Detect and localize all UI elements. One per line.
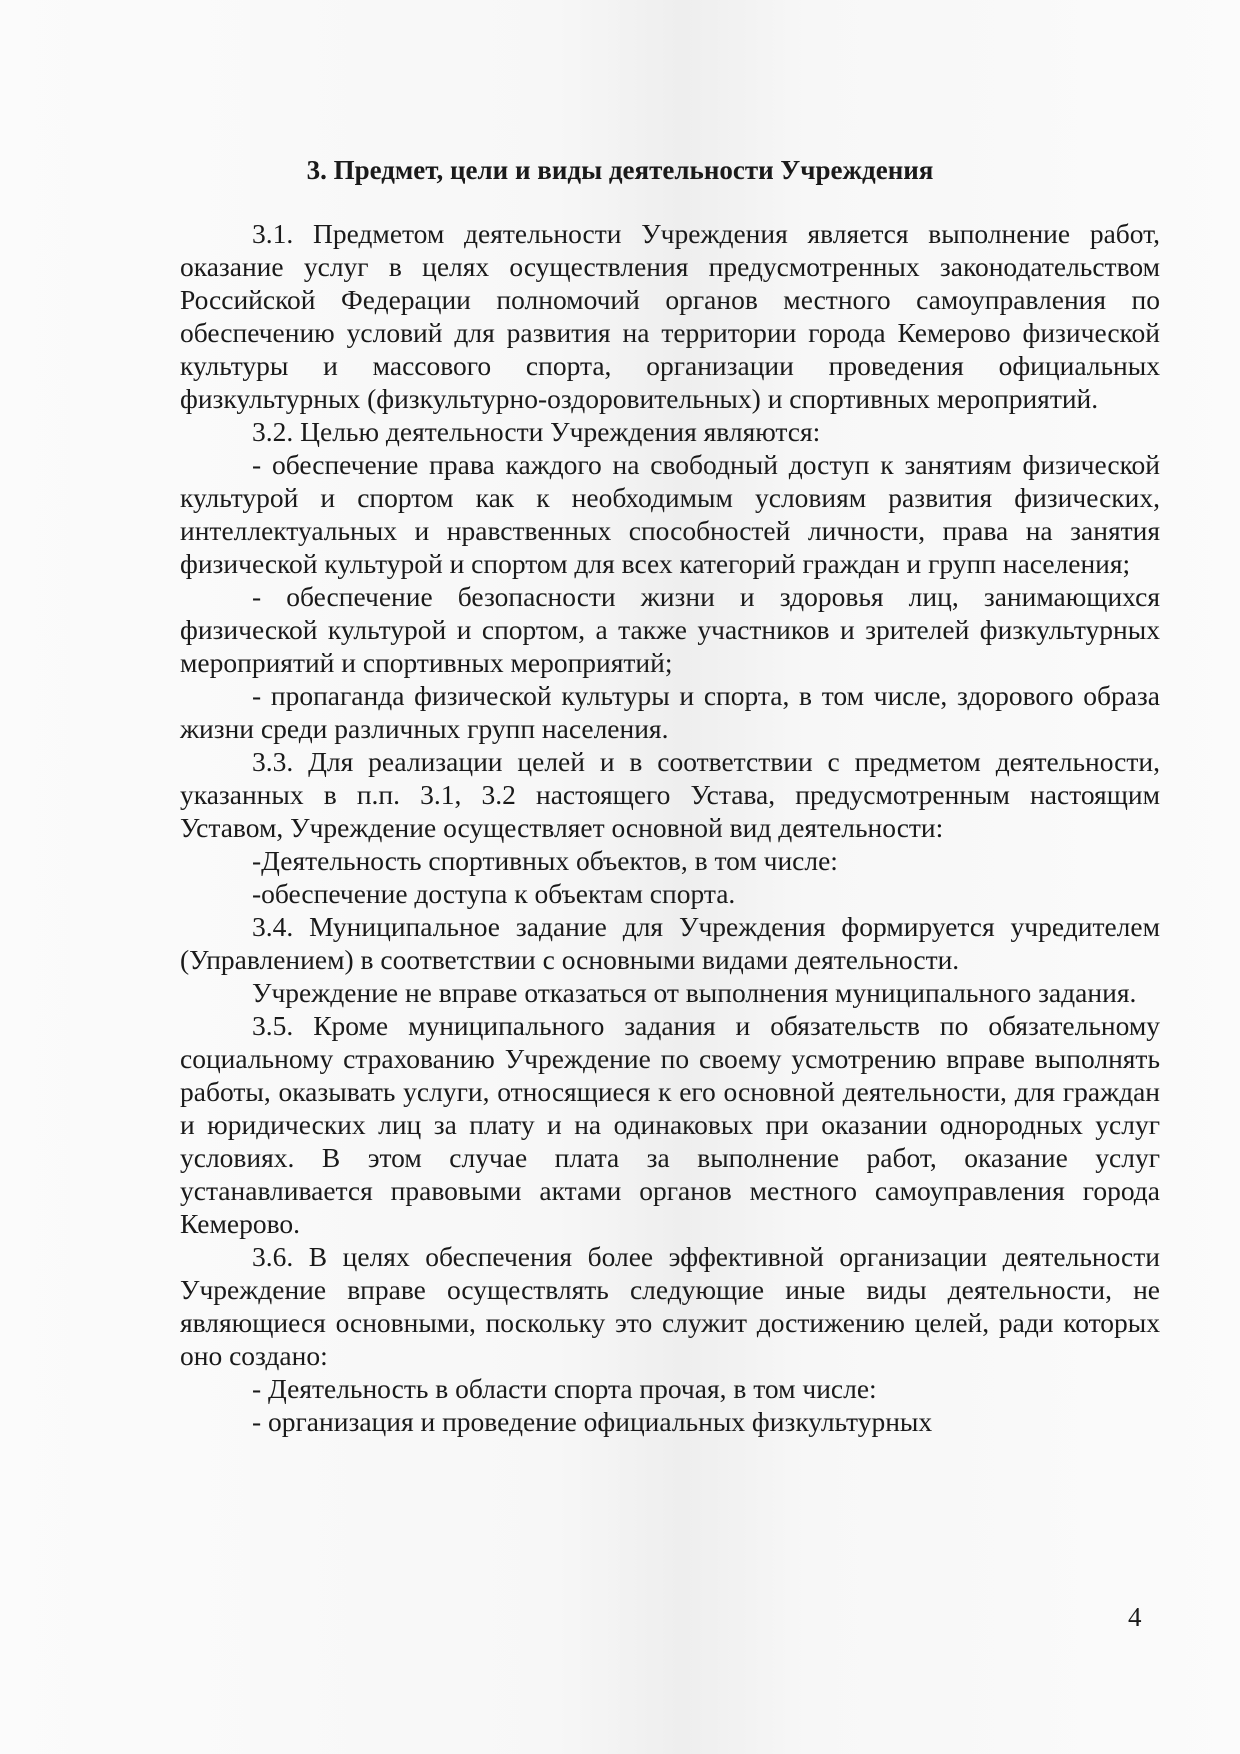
page-number: 4 xyxy=(1128,1602,1142,1632)
section-body xyxy=(180,217,1160,1438)
list-item-goal-access: - обеспечение права каждого на свободный доступ к занятиям физической культурой и спортом как к необходимым условиям развития физических, интеллектуальных и нравственных способностей личности, права на занятия физической культурой и спортом для всех категорий граждан и групп населения; xyxy=(180,449,1160,579)
paragraph-3-2: 3.2. Целью деятельности Учреждения являются: xyxy=(252,416,821,447)
list-item-main-activity: -Деятельность спортивных объектов, в том числе: xyxy=(252,845,838,876)
paragraph-3-1: 3.1. Предметом деятельности Учреждения является выполнение работ, оказание услуг в целях осуществления предусмотренных законодательством Российской Федерации полномочий органов местного самоуправления по обеспечению условий для развития на территории города Кемерово физической культуры и массового спорта, организации проведения официальных физкультурных (физкультурно-оздоровительных) и спортивных мероприятий. xyxy=(180,218,1160,414)
paragraph-3-3: 3.3. Для реализации целей и в соответствии с предметом деятельности, указанных в п.п. 3.1, 3.2 настоящего Устава, предусмотренным настоящим Уставом, Учреждение осуществляет основной вид деятельности: xyxy=(180,746,1160,843)
paragraph-3-4-note: Учреждение не вправе отказаться от выполнения муниципального задания. xyxy=(252,977,1137,1008)
paragraph-3-5: 3.5. Кроме муниципального задания и обязательств по обязательному социальному страхованию Учреждение по своему усмотрению вправе выполнять работы, оказывать услуги, относящиеся к его основной деятельности, для граждан и юридических лиц за плату и на одинаковых при оказании однородных услуг условиях. В этом случае плата за выполнение работ, оказание услуг устанавливается правовыми актами органов местного самоуправления города Кемерово. xyxy=(180,1010,1160,1239)
list-item-facility-access: -обеспечение доступа к объектам спорта. xyxy=(252,878,736,909)
list-item-other-sport: - Деятельность в области спорта прочая, в том числе: xyxy=(252,1373,877,1404)
list-item-goal-safety: - обеспечение безопасности жизни и здоровья лиц, занимающихся физической культурой и спортом, а также участников и зрителей физкультурных мероприятий и спортивных мероприятий; xyxy=(180,581,1160,678)
paragraph-3-6: 3.6. В целях обеспечения более эффективной организации деятельности Учреждение вправе осуществлять следующие иные виды деятельности, не являющиеся основными, поскольку это служит достижению целей, ради которых оно создано: xyxy=(180,1241,1160,1371)
list-item-goal-promotion: - пропаганда физической культуры и спорта, в том числе, здорового образа жизни среди различных групп населения. xyxy=(180,680,1160,744)
paragraph-3-4: 3.4. Муниципальное задание для Учреждения формируется учредителем (Управлением) в соответствии с основными видами деятельности. xyxy=(180,911,1160,975)
section-title: 3. Предмет, цели и виды деятельности Учреждения xyxy=(306,155,934,185)
list-item-organization: - организация и проведение официальных физкультурных xyxy=(252,1406,933,1437)
